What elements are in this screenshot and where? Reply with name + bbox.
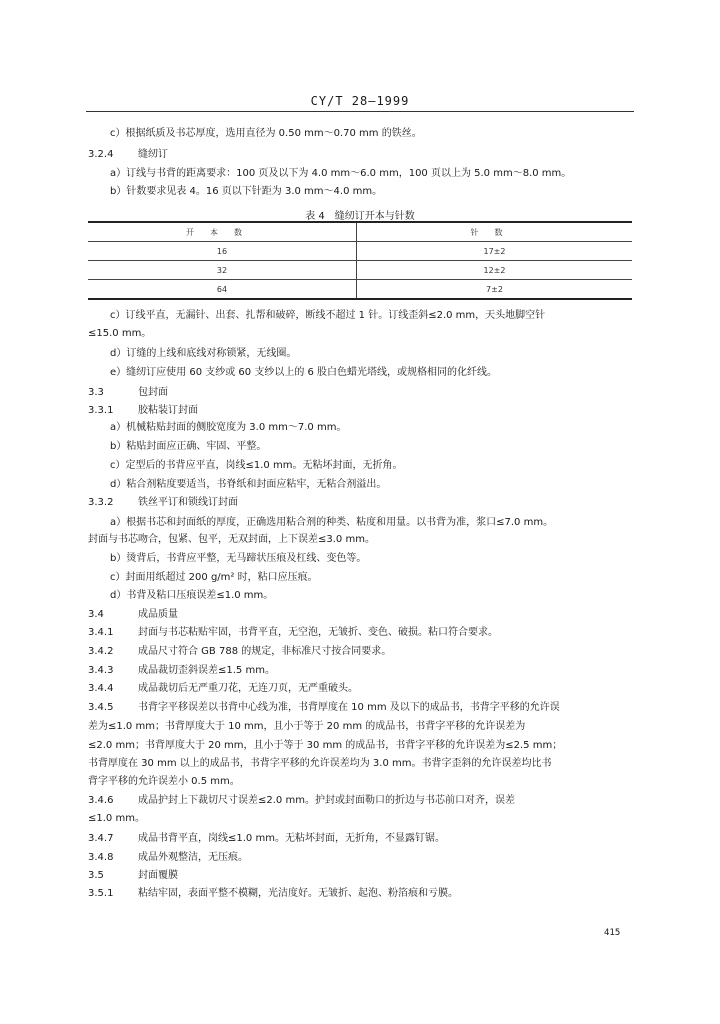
table-caption: 表 4 缝纫订开本与针数 — [305, 211, 415, 222]
text-line: c）定型后的书背应平直，岗线≤1.0 mm。无粘坏封面，无折角。 — [110, 460, 403, 471]
clause-text: 成品书背平直，岗线≤1.0 mm。无粘坏封面，无折角，不显露钉锯。 — [138, 833, 445, 844]
table-cell: 7±2 — [357, 280, 633, 300]
section-title: 铁丝平订和锁线订封面 — [138, 497, 238, 508]
section-heading — [88, 869, 178, 882]
table-cell: 12±2 — [357, 261, 633, 280]
section-number: 3.3 — [88, 387, 104, 398]
text-line — [88, 682, 358, 695]
text-line — [88, 851, 248, 864]
text-line — [88, 794, 515, 807]
table-cell: 64 — [88, 280, 357, 300]
text-line: c）封面用纸超过 200 g/m² 时，粘口应压痕。 — [110, 572, 318, 583]
section-title: 胶粘装订封面 — [138, 405, 198, 416]
text-line: a）根据书芯和封面纸的厚度，正确选用粘合剂的种类、粘度和用量。以书背为准，浆口≤7.0 mm。 — [110, 517, 554, 528]
text-line: ≤15.0 mm。 — [88, 328, 152, 339]
table-4 — [88, 221, 632, 300]
text-line: e）缝纫订应使用 60 支纱或 60 支纱以上的 6 股白色蜡光塔线，或规格相同的化纤线。 — [110, 367, 498, 378]
clause-text: 封面与书芯粘贴牢固，书背平直，无空泡，无皱折、变色、破损。粘口符合要求。 — [138, 627, 498, 638]
text-line: 背字平移的允许误差小 0.5 mm。 — [88, 776, 240, 787]
clause-text: 成品外观整洁，无压痕。 — [138, 852, 248, 863]
column-header: 开本数 — [88, 222, 357, 242]
section-number: 3.4.4 — [88, 683, 114, 694]
text-line: ≤1.0 mm。 — [88, 813, 145, 824]
text-line: d）订缝的上线和底线对称锁紧，无线圈。 — [110, 348, 297, 359]
section-number: 3.4.6 — [88, 795, 114, 806]
section-number: 3.5 — [88, 870, 104, 881]
table-cell: 16 — [88, 242, 357, 261]
text-line: a）订线与书背的距离要求：100 页及以下为 4.0 mm～6.0 mm，100 页以上为 5.0 mm～8.0 mm。 — [110, 168, 572, 179]
section-title: 封面覆膜 — [138, 870, 178, 881]
text-line — [88, 645, 391, 658]
text-line: b）针数要求见表 4。16 页以下针距为 3.0 mm～4.0 mm。 — [110, 186, 383, 197]
text-line — [88, 832, 445, 845]
text-line: a）机械粘贴封面的侧胶宽度为 3.0 mm～7.0 mm。 — [110, 422, 347, 433]
column-header: 针数 — [357, 222, 633, 242]
text-line: 书背厚度在 30 mm 以上的成品书，书背字平移的允许误差均为 3.0 mm。书背字歪斜的允许误差均比书 — [88, 758, 552, 769]
section-number: 3.2.4 — [88, 149, 114, 160]
clause-text: 书背字平移误差以书背中心线为准，书背厚度在 10 mm 及以下的成品书，书背字平移的允许误 — [138, 702, 560, 713]
section-heading — [88, 404, 198, 417]
section-number: 3.4.2 — [88, 646, 114, 657]
clause-text: 成品护封上下裁切尺寸误差≤2.0 mm。护封或封面勒口的折边与书芯前口对齐，误差 — [138, 795, 515, 806]
clause-text: 成品裁切歪斜误差≤1.5 mm。 — [138, 665, 275, 676]
section-number: 3.4.3 — [88, 665, 114, 676]
text-line — [88, 626, 498, 639]
text-line — [88, 887, 458, 900]
clause-text: 成品裁切后无严重刀花，无连刀页，无严重破头。 — [138, 683, 358, 694]
section-title: 包封面 — [138, 387, 168, 398]
running-header: CY/T 28—1999 — [310, 94, 410, 108]
header-rule — [86, 111, 634, 112]
text-line: 封面与书芯吻合，包紧、包平，无双封面，上下误差≤3.0 mm。 — [88, 534, 375, 545]
section-heading — [88, 608, 178, 621]
section-title: 成品质量 — [138, 609, 178, 620]
section-heading — [88, 496, 238, 509]
section-title: 缝纫订 — [138, 149, 168, 160]
section-heading — [88, 148, 168, 161]
section-number: 3.4.7 — [88, 833, 114, 844]
table-cell: 32 — [88, 261, 357, 280]
clause-text: 成品尺寸符合 GB 788 的规定，非标准尺寸按合同要求。 — [138, 646, 392, 657]
text-line: d）粘合剂粘度要适当，书脊纸和封面应粘牢，无粘合剂溢出。 — [110, 479, 387, 490]
section-number: 3.5.1 — [88, 888, 114, 899]
section-number: 3.4 — [88, 609, 104, 620]
text-line: c）根据纸质及书芯厚度，选用直径为 0.50 mm～0.70 mm 的铁丝。 — [110, 128, 422, 139]
section-number: 3.4.8 — [88, 852, 114, 863]
page-number: 415 — [604, 928, 621, 938]
section-heading — [88, 386, 168, 399]
text-line: d）书背及粘口压痕误差≤1.0 mm。 — [110, 590, 274, 601]
text-line: ≤2.0 mm；书背厚度大于 20 mm，且小于等于 30 mm 的成品书，书背字平移的允许误差为≤2.5 mm； — [88, 740, 563, 751]
text-line — [88, 701, 560, 714]
table-cell: 17±2 — [357, 242, 633, 261]
text-line: b）粘贴封面应正确、牢固、平整。 — [110, 441, 267, 452]
text-line: 差为≤1.0 mm；书背厚度大于 10 mm，且小于等于 20 mm 的成品书，书背字平移的允许误差为 — [88, 721, 526, 732]
section-number: 3.3.1 — [88, 405, 114, 416]
section-number: 3.4.5 — [88, 702, 114, 713]
clause-text: 粘结牢固，表面平整不模糊，光洁度好。无皱折、起泡、粉箔痕和亏膜。 — [138, 888, 458, 899]
text-line — [88, 664, 275, 677]
text-line: c）订线平直，无漏针、出套、扎帮和破碎，断线不超过 1 针。订线歪斜≤2.0 mm，天头地脚空针 — [110, 310, 546, 321]
section-number: 3.3.2 — [88, 497, 114, 508]
section-number: 3.4.1 — [88, 627, 114, 638]
text-line: b）烫背后，书背应平整，无马蹄状压痕及杠线、变色等。 — [110, 553, 367, 564]
